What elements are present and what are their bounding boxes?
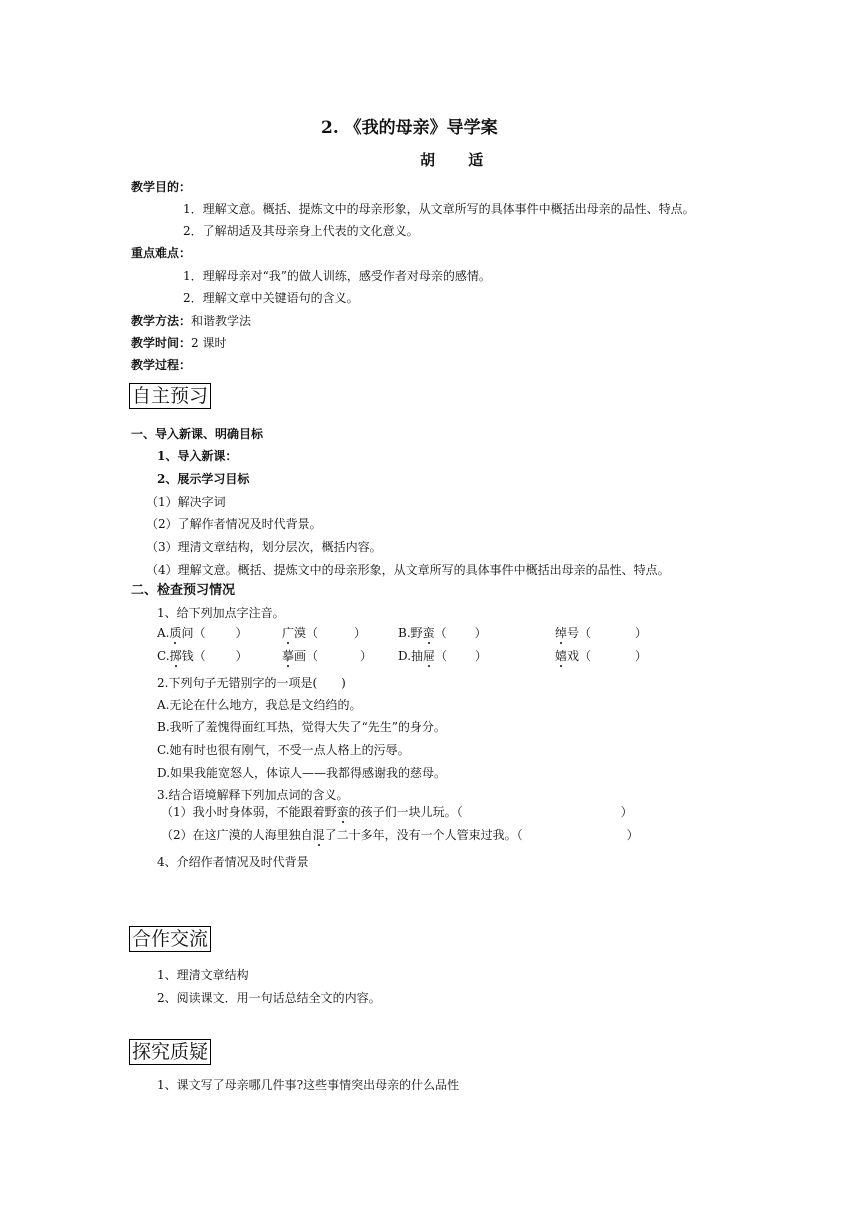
- process-label: 教学过程：: [131, 358, 192, 372]
- objective-item: 1．理解文意。概括、提炼文中的母亲形象，从文章所写的具体事件中概括出母亲的品性、特点。: [183, 202, 695, 216]
- section-heading: 一、导入新课、明确目标: [131, 427, 264, 441]
- question-3-item-2: （2）在这广漠的人海里独自混了二十多年，没有一个人管束过我。（ ）: [161, 828, 639, 842]
- question-3: 3.结合语境解释下列加点词的含义。: [157, 788, 349, 802]
- section3-item: 1、课文写了母亲哪几件事?这些事情突出母亲的什么品性: [157, 1078, 460, 1092]
- goal-item: （2）了解作者情况及时代背景。: [146, 517, 322, 531]
- subheading: 2、展示学习目标: [157, 472, 250, 486]
- key-point-item: 2．理解文章中关键语句的含义。: [183, 291, 359, 305]
- page-title: 2. 《我的母亲》导学案: [321, 118, 498, 138]
- goal-item: （1）解决字词: [146, 495, 226, 509]
- option-c: C.她有时也很有刚气，不受一点人格上的污辱。: [157, 743, 410, 757]
- option-a: A.无论在什么地方，我总是文绉绉的。: [157, 698, 362, 712]
- teaching-time: [131, 335, 226, 351]
- teaching-method: [131, 313, 251, 329]
- method-label: 教学方法：: [131, 314, 192, 328]
- goal-item: （3）理清文章结构，划分层次，概括内容。: [146, 540, 382, 554]
- time-label: 教学时间：: [131, 336, 192, 350]
- section-box-inquiry: 探究质疑: [129, 1039, 211, 1065]
- question-2: 2.下列句子无错别字的一项是( ): [157, 676, 346, 690]
- goal-item: （4）理解文意。概括、提炼文中的母亲形象，从文章所写的具体事件中概括出母亲的品性、特点。: [146, 563, 670, 577]
- key-point-item: 1．理解母亲对“我”的做人训练，感受作者对母亲的感情。: [183, 269, 491, 283]
- section-box-self-study: 自主预习: [129, 383, 211, 409]
- question-1: 1、给下列加点字注音。: [157, 606, 285, 620]
- pinyin-item: A.质问（ ）: [157, 626, 248, 640]
- section-heading: 二、检查预习情况: [131, 583, 236, 598]
- question-4: 4、介绍作者情况及时代背景: [157, 855, 309, 869]
- section-box-cooperation: 合作交流: [129, 926, 211, 952]
- question-3-item-1: （1）我小时身体弱，不能跟着野蛮的孩子们一块儿玩。（ ）: [161, 805, 633, 819]
- author-name: 胡 适: [420, 151, 498, 169]
- subheading: 1、导入新课：: [157, 449, 238, 463]
- option-b: B.我听了羞愧得面红耳热，觉得大失了“先生”的身分。: [157, 720, 446, 734]
- pinyin-item: 摹画（ ）: [282, 649, 373, 663]
- pinyin-item: D.抽屉（ ）: [398, 649, 488, 663]
- pinyin-item: 广漠（ ）: [282, 626, 367, 640]
- pinyin-item: B.野蛮（ ）: [398, 626, 487, 640]
- time-value: 2 课时: [191, 336, 227, 350]
- option-d: D.如果我能宽怒人，体谅人——我都得感谢我的慈母。: [157, 766, 447, 780]
- method-value: 和谐教学法: [191, 314, 252, 328]
- pinyin-item: 绰号（ ）: [555, 626, 648, 640]
- section2-item: 2、阅读课文．用一句话总结全文的内容。: [157, 991, 381, 1005]
- pinyin-item: 嬉戏（ ）: [555, 649, 648, 663]
- key-points-label: 重点难点：: [131, 246, 192, 260]
- pinyin-item: C.掷钱（ ）: [157, 649, 248, 663]
- section2-item: 1、理清文章结构: [157, 968, 249, 982]
- objective-item: 2．了解胡适及其母亲身上代表的文化意义。: [183, 224, 419, 238]
- objectives-label: 教学目的：: [131, 180, 192, 194]
